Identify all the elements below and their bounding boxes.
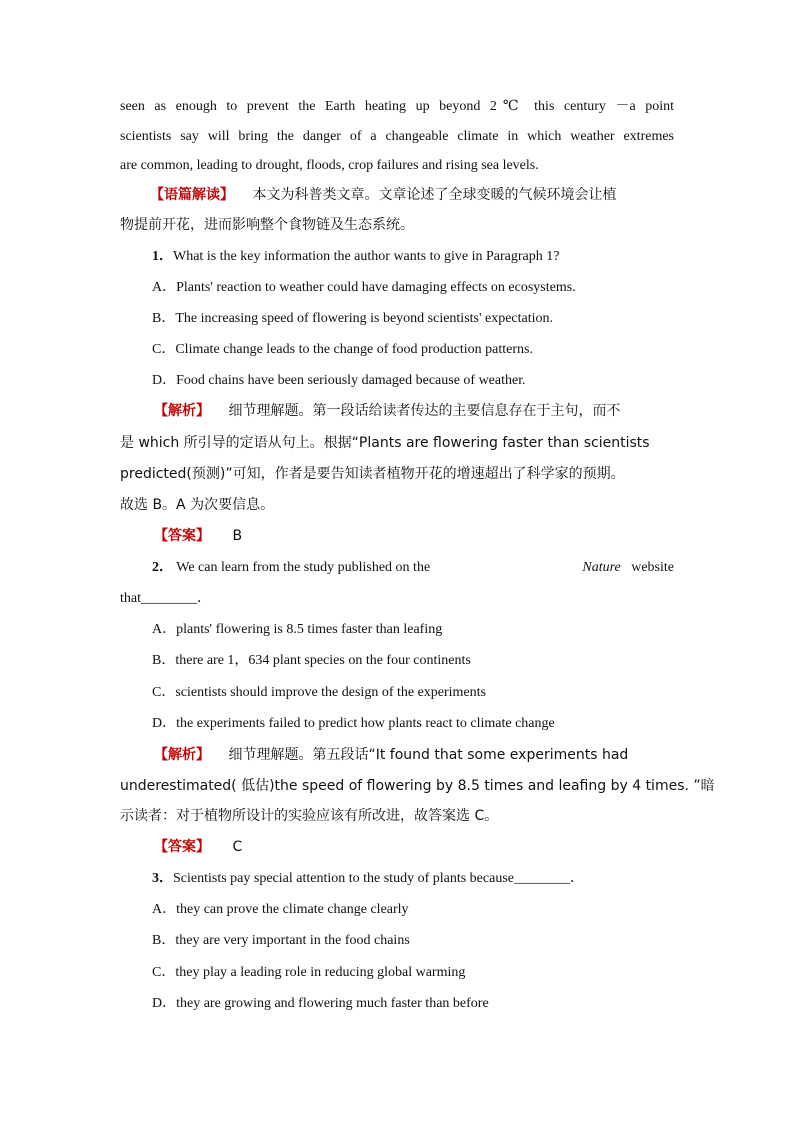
- q2-option-b: B．there are 1，634 plant species on the four continents: [152, 653, 471, 668]
- q3-number: 3．: [152, 871, 173, 886]
- q1-option-d: D．Food chains have been seriously damaged because of weather.: [152, 373, 526, 388]
- intro-line-2: scientists say will bring the danger of a changeable climate in which weather extremes: [120, 129, 674, 144]
- q2-stem-text-b: website: [631, 560, 674, 575]
- q1-stem-text: What is the key information the author wants to give in Paragraph 1?: [173, 249, 560, 264]
- summary-line-2: 物提前开花，进而影响整个食物链及生态系统。: [120, 217, 414, 233]
- q1-stem: [152, 248, 559, 266]
- q2-option-d: D．the experiments failed to predict how plants react to climate change: [152, 716, 555, 731]
- q2-option-c: C．scientists should improve the design of the experiments: [152, 685, 487, 700]
- q2-option-a: A．plants' flowering is 8.5 times faster than leafing: [152, 622, 443, 637]
- q2-analysis-label: 【解析】: [154, 747, 210, 763]
- summary-line-1: [150, 186, 674, 204]
- q3-stem: [152, 870, 584, 888]
- intro-line-3: are common, leading to drought, floods, crop failures and rising sea levels.: [120, 158, 539, 173]
- q2-analysis-line-3: 示读者：对于植物所设计的实验应该有所改进，故答案选 C。: [120, 808, 499, 824]
- q3-option-d: D．they are growing and flowering much faster than before: [152, 996, 489, 1011]
- q3-option-b: B．they are very important in the food chains: [152, 933, 410, 948]
- q2-analysis-text-1: 细节理解题。第五段话“It found that some experiments had: [228, 747, 629, 763]
- q1-answer-label: 【答案】: [154, 528, 210, 544]
- q2-stem-line-1: [152, 559, 674, 577]
- q2-stem-nature: Nature: [582, 560, 621, 575]
- q1-option-c: C．Climate change leads to the change of food production patterns.: [152, 342, 534, 357]
- q1-analysis-text-1: 细节理解题。第一段话给读者传达的主要信息存在于主句，而不: [228, 403, 621, 419]
- q2-number: 2．: [152, 560, 173, 575]
- summary-label: 【语篇解读】: [150, 187, 234, 203]
- q2-stem-text-a: We can learn from the study published on the: [176, 560, 431, 575]
- q2-analysis-line-2: underestimated( 低估)the speed of flowering by 8.5 times and leafing by 4 times. ”暗: [120, 778, 715, 794]
- q1-analysis-line-3: predicted(预测)”可知，作者是要告知读者植物开花的增速超出了科学家的预期。: [120, 466, 625, 482]
- q2-answer-line: [154, 838, 242, 856]
- q1-analysis-line-2: 是 which 所引导的定语从句上。根据“Plants are flowering faster than scientists: [120, 435, 650, 451]
- q2-stem-line-2: that________．: [120, 591, 211, 606]
- q1-analysis-line-4: 故选 B。A 为次要信息。: [120, 497, 275, 513]
- q2-answer-value: C: [232, 839, 243, 855]
- q1-analysis-line-1: [154, 402, 620, 420]
- q1-answer-value: B: [232, 528, 243, 544]
- q1-number: 1．: [152, 249, 173, 264]
- q3-option-c: C．they play a leading role in reducing global warming: [152, 965, 466, 980]
- q1-option-b: B．The increasing speed of flowering is beyond scientists' expectation.: [152, 311, 554, 326]
- q1-answer-line: [154, 527, 242, 545]
- summary-text-1: 本文为科普类文章。文章论述了全球变暖的气候环境会让植: [252, 187, 617, 203]
- q3-option-a: A．they can prove the climate change clearly: [152, 902, 409, 917]
- intro-line-1: seen as enough to prevent the Earth heating up beyond 2℃ this century －a point: [120, 99, 674, 114]
- q1-option-a: A．Plants' reaction to weather could have damaging effects on ecosystems.: [152, 280, 576, 295]
- q2-answer-label: 【答案】: [154, 839, 210, 855]
- q3-stem-text: Scientists pay special attention to the study of plants because________．: [173, 871, 584, 886]
- q1-analysis-label: 【解析】: [154, 403, 210, 419]
- q2-analysis-line-1: [154, 746, 628, 764]
